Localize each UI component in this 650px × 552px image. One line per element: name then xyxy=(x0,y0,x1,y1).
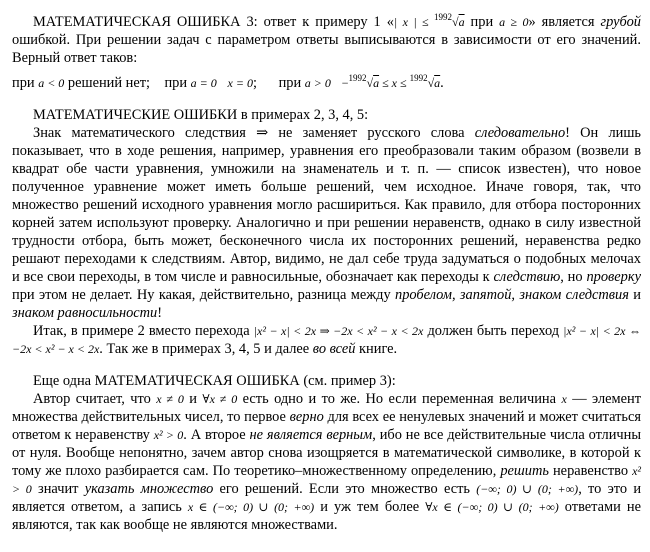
section-2-heading: МАТЕМАТИЧЕСКИЕ ОШИБКИ в примерах 2, 3, 4, 5: xyxy=(33,107,369,123)
implies-arrow: ⇒ xyxy=(256,125,269,141)
formula-condition: a ≥ 0 xyxy=(499,15,529,29)
section-2-paragraph-1: Знак математического следствия ⇒ не заменяет русского слова следовательно! Он лишь показывает, что в ходе решения, например, уравнения его преобразовали таким образом (возвели в квадрат обе части уравнения, умножили на знаменатель и т. п. — список известен), что новое полученное уравнение может иметь больше решений, чем исходное. Иначе говоря, так, что множество решений исходного уравнения могло расшириться. Как правило, для отбора посторонних корней затем используют проверку. Аналогично и при решении неравенств, однако в силу известной трудности отбора, быть может, бесконечного числа их посторонних решений, неравенства редко решают переходами к следствиям. Автор, видимо, не дал себе труда задуматься о подобных мелочах и все свои переходы, в том числе и равносильные, обозначает как переходы к следствию, но проверку при этом не делает. Ну какая, действительно, разница между пробелом, запятой, знаком следствия и знаком равносильности! xyxy=(12,125,641,321)
section-1-heading: МАТЕМАТИЧЕСКАЯ ОШИБКА 3: xyxy=(33,14,258,30)
section-1-paragraph: МАТЕМАТИЧЕСКАЯ ОШИБКА 3: ответ к примеру 1 «| x | ≤ $^{1992}$√a при a ≥ 0» является грубой ошибкой. При решении задач с параметром ответы выписываются в зависимости от его значений. Верный ответ таков: xyxy=(12,12,641,66)
section-3-heading: Еще одна МАТЕМАТИЧЕСКАЯ ОШИБКА (см. пример 3): xyxy=(33,373,396,389)
section-2-paragraph-2: Итак, в примере 2 вместо перехода |x² − x| < 2x ⇒ −2x < x² − x < 2x должен быть переход |x² − x| < 2x ⇔ −2x < x² − x < 2x. Так же в примерах 3, 4, 5 и далее во всей книге. xyxy=(12,323,641,357)
emphasis-gross: грубой xyxy=(600,14,641,30)
root-radicand: a xyxy=(458,15,465,29)
root-index: 1992 xyxy=(433,12,452,22)
section-3-paragraph: Автор считает, что x ≠ 0 и ∀x ≠ 0 есть одно и то же. Но если переменная величина x — элемент множества действительных чисел, то первое верно для всех ее ненулевых значений и может считаться ответом к неравенству x² > 0. А второе не является верным, ибо не все действительные числа отличны от нуля. Вообще непонятно, зачем автор снова изощряется в математической символике, в которой к тому же плохо разбирается сам. По теоретико–множественному определению, решить неравенство x² > 0 значит указать множество его решений. Если это множество есть (−∞; 0) ∪ (0; +∞), то это и является ответом, а запись x ∈ (−∞; 0) ∪ (0; +∞) и уж тем более ∀x ∈ (−∞; 0) ∪ (0; +∞) ответами не являются, так как вообще не являются множествами. xyxy=(12,391,642,533)
formula-abs-x: | x | ≤ xyxy=(393,15,434,29)
answer-line: при a < 0 решений нет; при a = 0 x = 0; при a > 0 −$^{1992}$√a ≤ x ≤ $^{1992}$√a. xyxy=(12,73,444,91)
formula-implication: |x² − x| < 2x ⇒ −2x < x² − x < 2x xyxy=(253,324,424,338)
formula-equivalence: |x² − x| < 2x ⇔ −2x < x² − x < 2x xyxy=(12,324,641,356)
